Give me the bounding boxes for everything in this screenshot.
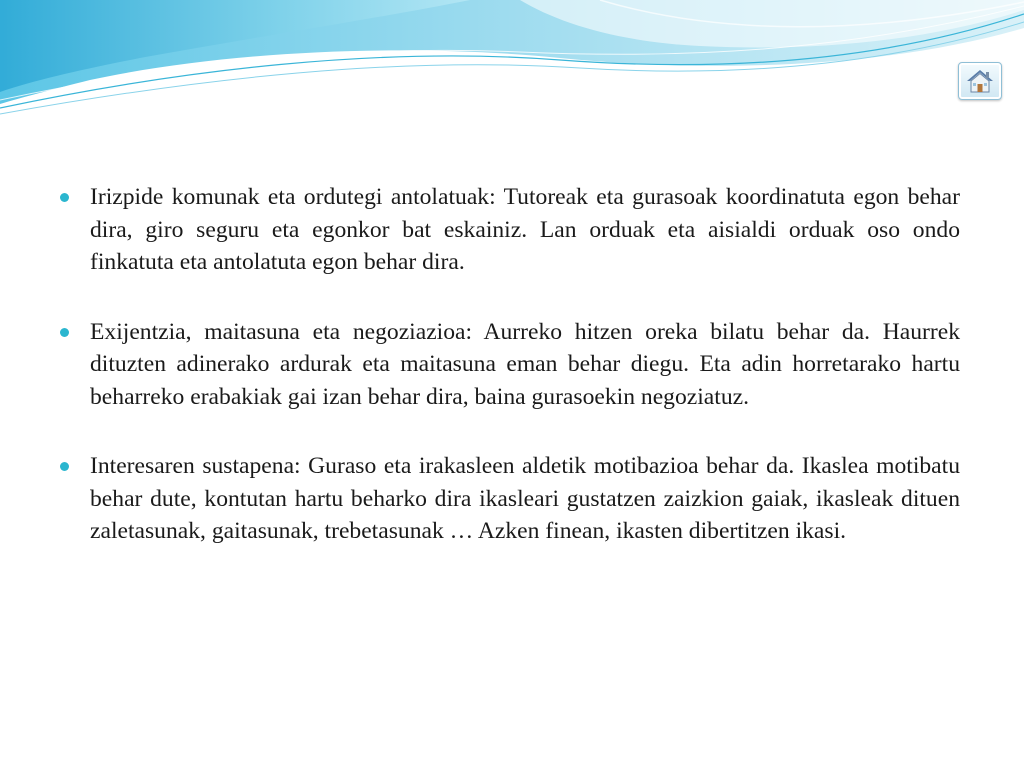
- home-button[interactable]: [958, 62, 1002, 100]
- bullet-dot-icon: [60, 193, 69, 202]
- header-wave-decoration: [0, 0, 1024, 130]
- bullet-text: Interesaren sustapena: Guraso eta irakasleen aldetik motibazioa behar da. Ikaslea motibatu behar dute, kontutan hartu beharko dira ikasleari gustatzen zaizkion gaiak, ikasleak dituen zaletasunak, gaitasunak, trebetasunak … Azken finean, ikasten dibertitzen ikasi.: [90, 453, 960, 544]
- bullet-text: Irizpide komunak eta ordutegi antolatuak: Tutoreak eta gurasoak koordinatuta egon behar dira, giro seguru eta egonkor bat eskainiz. Lan orduak eta aisialdi orduak oso ondo finkatuta eta antolatuta egon behar dira.: [90, 184, 960, 275]
- bullet-text: Exijentzia, maitasuna eta negoziazioa: Aurreko hitzen oreka bilatu behar da. Haurrek dituzten adinerako ardurak eta maitasuna eman behar diegu. Eta adin horretarako hartu beharreko erabakiak gai izan behar dira, baina gurasoekin negoziatuz.: [90, 318, 960, 410]
- bullet-dot-icon: [60, 462, 69, 471]
- bullet-item: [58, 181, 960, 279]
- home-icon: [965, 68, 995, 94]
- bullet-dot-icon: [60, 328, 69, 337]
- bullet-item: [58, 316, 960, 414]
- bullet-item: [58, 450, 960, 548]
- bullet-list: [58, 181, 960, 585]
